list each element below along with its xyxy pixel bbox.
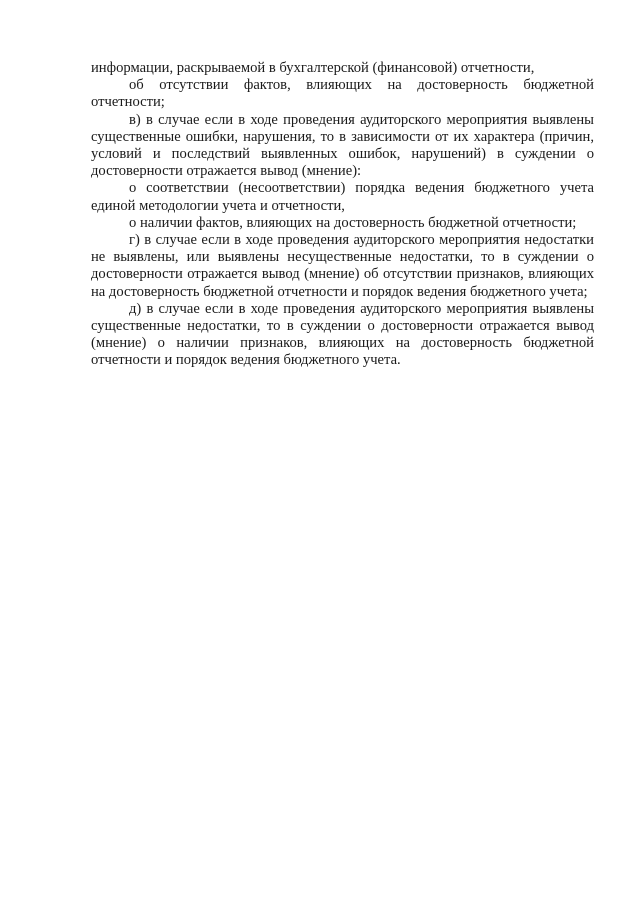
paragraph-compliance: о соответствии (несоответствии) порядка ведения бюджетного учета единой методологии учета и отчетности, [91,180,594,214]
paragraph-item-v: в) в случае если в ходе проведения аудиторского мероприятия выявлены существенные ошибки, нарушения, то в зависимости от их характера (причин, условий и последствий выявленных ошибок, нарушений) в суждении о достоверности отражается вывод (мнение): [91,111,594,180]
paragraph-item-d: д) в случае если в ходе проведения аудиторского мероприятия выявлены существенные недостатки, то в суждении о достоверности отражается вывод (мнение) о наличии признаков, влияющих на достоверность бюджетной отчетности и порядок ведения бюджетного учета. [91,300,594,369]
paragraph-item-g: г) в случае если в ходе проведения аудиторского мероприятия недостатки не выявлены, или выявлены несущественные недостатки, то в суждении о достоверности отражается вывод (мнение) об отсутствии признаков, влияющих на достоверность бюджетной отчетности и порядок ведения бюджетного учета; [91,232,594,300]
paragraph-continuation: информации, раскрываемой в бухгалтерской (финансовой) отчетности, [91,60,535,76]
paragraph-no-facts: об отсутствии фактов, влияющих на достоверность бюджетной отчетности; [91,77,594,111]
paragraph-facts-present: о наличии фактов, влияющих на достоверность бюджетной отчетности; [129,214,577,231]
document-body [91,60,594,370]
